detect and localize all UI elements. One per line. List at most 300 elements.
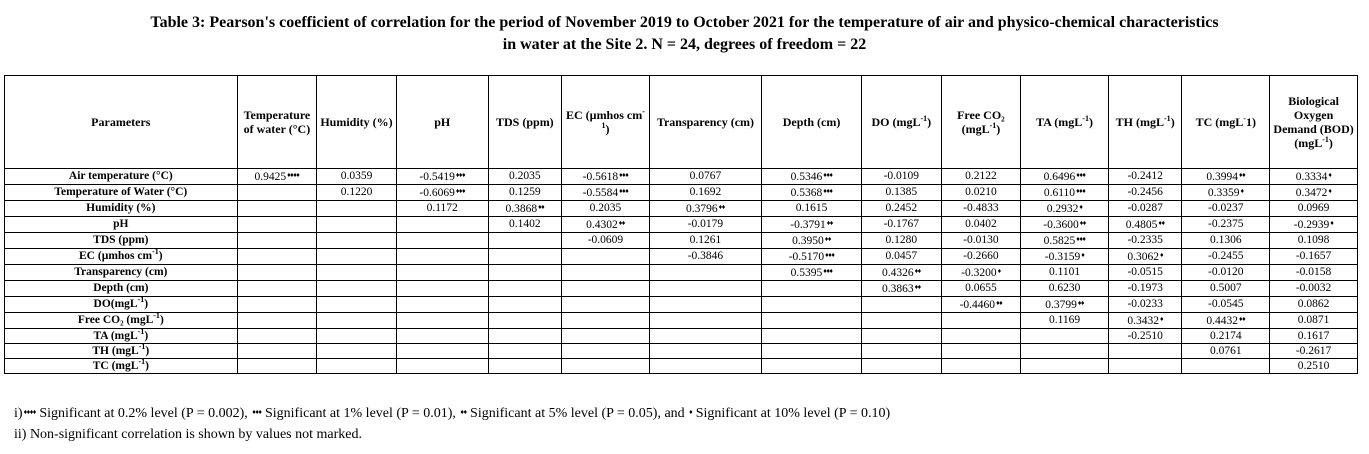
table-cell xyxy=(941,297,1021,313)
cell-value: 0.0655 xyxy=(965,282,997,294)
table-cell xyxy=(317,185,397,201)
table-cell xyxy=(762,169,862,185)
table-cell xyxy=(1108,185,1181,201)
cell-value: 0.3994 xyxy=(1206,171,1239,183)
cell-value: 0.6110 xyxy=(1043,187,1076,199)
table-cell xyxy=(488,344,561,359)
column-header-text: TC (mgL xyxy=(1195,115,1244,129)
table-cell xyxy=(1270,233,1358,249)
cell-value: 0.1101 xyxy=(1048,266,1081,278)
table-cell xyxy=(1270,185,1358,201)
cell-value: 0.0761 xyxy=(1209,344,1242,357)
table-cell xyxy=(862,233,942,249)
cell-value: 0.2452 xyxy=(885,202,918,214)
note-1-text-1: Significant at 1% level (P = 0.01), xyxy=(261,406,460,421)
table-cell xyxy=(488,281,561,297)
row-label xyxy=(5,297,238,313)
cell-value: -0.5584 xyxy=(582,187,619,199)
table-cell xyxy=(649,313,761,329)
significance-marker: ♦ xyxy=(1328,171,1332,179)
table-cell xyxy=(1182,359,1270,374)
table-cell xyxy=(317,169,397,185)
table-cell xyxy=(649,281,761,297)
significance-marker: ♦♦ xyxy=(618,219,625,227)
row-label-text: Transparency (cm) xyxy=(74,266,168,278)
column-header-suffix: 1) xyxy=(1245,115,1256,129)
table-cell xyxy=(1108,201,1181,217)
cell-value: 0.6230 xyxy=(1048,282,1081,294)
table-cell xyxy=(237,265,317,281)
cell-value: -0.1767 xyxy=(883,218,920,230)
table-cell xyxy=(762,344,862,359)
table-cell xyxy=(317,297,397,313)
table-cell xyxy=(488,313,561,329)
column-header-superscript: -1 xyxy=(920,114,928,123)
table-cell xyxy=(941,201,1021,217)
cell-value: 0.3334 xyxy=(1295,171,1328,183)
table-cell xyxy=(237,281,317,297)
table-cell xyxy=(941,233,1021,249)
table-cell xyxy=(1182,313,1270,329)
row-label xyxy=(5,356,238,374)
column-header-text: Depth (cm) xyxy=(782,115,841,129)
column-header-text: EC (µmhos cm xyxy=(565,108,643,122)
cell-value: -0.3600 xyxy=(1043,219,1079,231)
table-cell xyxy=(1182,249,1270,265)
table-cell xyxy=(1182,265,1270,281)
column-header-text: Humidity (%) xyxy=(320,115,393,129)
table-cell xyxy=(562,249,650,265)
column-header-text: Parameters xyxy=(91,115,151,129)
table-cell xyxy=(941,359,1021,374)
row-label-superscript: -1 xyxy=(138,356,146,366)
table-cell xyxy=(762,249,862,265)
cell-value: -0.0120 xyxy=(1208,266,1244,278)
table-row xyxy=(5,297,1358,313)
table-row xyxy=(5,201,1358,217)
table-cell xyxy=(649,233,761,249)
column-header-superscript: -1 xyxy=(1164,114,1171,123)
column-header-superscript: -1 xyxy=(1082,114,1089,123)
table-cell xyxy=(1021,313,1109,329)
significance-marker: ♦♦♦ xyxy=(455,171,466,179)
table-cell xyxy=(237,344,317,359)
significance-marker: ♦♦ xyxy=(914,283,921,291)
table-cell xyxy=(237,233,317,249)
row-label-superscript: -1 xyxy=(137,326,145,336)
table-cell xyxy=(1021,297,1109,313)
table-cell xyxy=(941,169,1021,185)
table-cell xyxy=(488,359,561,374)
cell-value: 0.0969 xyxy=(1297,202,1330,214)
column-header-5 xyxy=(562,76,650,169)
cell-value: -0.2335 xyxy=(1127,234,1163,246)
table-row xyxy=(5,265,1358,281)
row-label-text: Depth (cm) xyxy=(93,282,149,294)
table-cell xyxy=(1270,265,1358,281)
header-row xyxy=(5,76,1358,169)
table-title xyxy=(0,12,1369,56)
table-cell xyxy=(649,344,761,359)
significance-marker: ♦♦♦ xyxy=(1076,187,1086,195)
significance-marker: ♦♦ xyxy=(1079,219,1086,227)
cell-value: -0.2660 xyxy=(963,250,999,262)
cell-value: 0.1692 xyxy=(689,186,722,198)
cell-value: 0.2174 xyxy=(1209,329,1242,342)
table-cell xyxy=(396,201,488,217)
cell-value: 0.5368 xyxy=(790,187,823,199)
column-header-text: TA (mgL xyxy=(1036,115,1083,129)
table-cell xyxy=(396,265,488,281)
table-cell xyxy=(762,217,862,233)
cell-value: 0.2035 xyxy=(589,202,622,214)
row-label xyxy=(5,201,238,217)
table-cell xyxy=(941,217,1021,233)
table-cell xyxy=(649,201,761,217)
table-cell xyxy=(488,217,561,233)
column-header-10 xyxy=(1021,76,1109,169)
table-cell xyxy=(396,185,488,201)
column-header-superscript: -1 xyxy=(989,121,997,130)
table-cell xyxy=(862,297,942,313)
table-cell xyxy=(1270,217,1358,233)
cell-value: 0.4302 xyxy=(586,219,618,231)
note-non-significant: ii) Non-significant correlation is shown by values not marked. xyxy=(14,427,362,442)
table-cell xyxy=(1108,344,1181,359)
table-cell xyxy=(862,249,942,265)
table-cell xyxy=(488,249,561,265)
cell-value: -0.5419 xyxy=(419,171,455,183)
table-row xyxy=(5,313,1358,329)
correlation-table xyxy=(4,75,1358,374)
significance-marker: ♦♦ xyxy=(1077,299,1084,307)
table-cell xyxy=(862,344,942,359)
table-cell xyxy=(1021,249,1109,265)
row-label xyxy=(5,326,238,344)
row-label-text: Temperature of Water (°C) xyxy=(54,186,188,198)
table-cell xyxy=(1182,169,1270,185)
cell-value: 0.5007 xyxy=(1209,282,1242,294)
table-title-line-2: in water at the Site 2. N = 24, degrees of freedom = 22 xyxy=(502,36,867,53)
cell-value: 0.3950 xyxy=(792,235,824,247)
column-header-8 xyxy=(862,76,942,169)
column-header-superscript: -1 xyxy=(601,107,645,130)
table-cell xyxy=(862,217,942,233)
significance-marker: ♦ xyxy=(1328,187,1332,195)
table-cell xyxy=(762,185,862,201)
cell-value: -0.4833 xyxy=(963,202,999,214)
column-header-suffix: ) xyxy=(1088,115,1093,129)
significance-marker: ♦♦♦ xyxy=(619,171,629,179)
table-cell xyxy=(1108,265,1181,281)
column-header-superscript: - xyxy=(1243,114,1246,123)
table-cell xyxy=(1108,217,1181,233)
row-label-text: DO(mgL xyxy=(93,298,138,310)
table-cell xyxy=(1182,281,1270,297)
table-cell xyxy=(862,265,942,281)
table-cell xyxy=(1108,329,1181,344)
cell-value: 0.0871 xyxy=(1297,314,1330,326)
cell-value: -0.0515 xyxy=(1127,266,1163,278)
cell-value: 0.5825 xyxy=(1043,235,1076,247)
table-cell xyxy=(562,297,650,313)
table-notes xyxy=(14,402,890,445)
column-header-3 xyxy=(396,76,488,169)
table-cell xyxy=(562,169,650,185)
table-body xyxy=(5,169,1358,374)
table-cell xyxy=(237,169,317,185)
table-cell xyxy=(1021,359,1109,374)
cell-value: 0.1280 xyxy=(885,234,918,246)
significance-marker: ♦♦♦ xyxy=(823,171,833,179)
table-cell xyxy=(562,265,650,281)
cell-value: 0.5346 xyxy=(790,171,823,183)
column-header-suffix: ) xyxy=(996,122,1001,136)
table-cell xyxy=(762,313,862,329)
column-header-2 xyxy=(317,76,397,169)
column-header-superscript: -1 xyxy=(1322,135,1329,144)
cell-value: -0.6069 xyxy=(419,187,455,199)
significance-marker: ♦ xyxy=(1159,315,1164,323)
table-cell xyxy=(649,265,761,281)
cell-value: 0.2510 xyxy=(1297,359,1330,372)
table-cell xyxy=(1108,169,1181,185)
table-cell xyxy=(762,281,862,297)
row-label xyxy=(5,185,238,201)
significance-marker: ♦♦ xyxy=(826,219,833,227)
row-label-superscript: -1 xyxy=(152,247,159,257)
cell-value: -0.3846 xyxy=(687,250,724,262)
table-cell xyxy=(317,249,397,265)
table-cell xyxy=(317,265,397,281)
row-label-text: Free CO₂ (mgL xyxy=(77,314,154,326)
table-cell xyxy=(649,217,761,233)
cell-value: -0.0158 xyxy=(1295,266,1332,278)
table-cell xyxy=(649,359,761,374)
table-cell xyxy=(1021,281,1109,297)
table-cell xyxy=(1021,185,1109,201)
row-label-text: Air temperature (°C) xyxy=(68,170,173,182)
table-cell xyxy=(237,201,317,217)
table-cell xyxy=(941,313,1021,329)
cell-value: 0.1385 xyxy=(885,186,918,198)
column-header-suffix: ) xyxy=(1328,136,1333,150)
cell-value: -0.5618 xyxy=(582,171,619,183)
table-cell xyxy=(1108,249,1181,265)
significance-marker: ♦♦♦ xyxy=(1076,235,1086,243)
note-1-prefix: i) xyxy=(14,406,23,421)
cell-value: -0.3791 xyxy=(790,219,826,231)
table-cell xyxy=(488,329,561,344)
table-cell xyxy=(562,329,650,344)
table-cell xyxy=(237,329,317,344)
table-title-line-1: Table 3: Pearson's coefficient of correlation for the period of November 2019 to October 2021 for the temperature of air and physico-chemical characteristics xyxy=(150,14,1219,31)
table-cell xyxy=(1270,297,1358,313)
cell-value: -0.0545 xyxy=(1208,298,1244,310)
cell-value: -0.1657 xyxy=(1295,250,1332,262)
cell-value: -0.0179 xyxy=(687,218,724,230)
table-cell xyxy=(1270,313,1358,329)
table-cell xyxy=(762,233,862,249)
table-cell xyxy=(941,185,1021,201)
cell-value: 0.3472 xyxy=(1295,187,1328,199)
cell-value: -0.2455 xyxy=(1208,250,1244,262)
row-label-suffix: ) xyxy=(159,314,164,326)
row-label xyxy=(5,313,238,329)
column-header-1 xyxy=(237,76,317,169)
significance-marker: ♦♦♦ xyxy=(823,187,833,195)
table-cell xyxy=(1021,169,1109,185)
table-cell xyxy=(649,329,761,344)
significance-marker: ♦♦♦ xyxy=(1076,171,1086,179)
row-label xyxy=(5,169,238,185)
table-cell xyxy=(488,297,561,313)
table-cell xyxy=(649,297,761,313)
column-header-text: Transparency (cm) xyxy=(656,115,755,129)
cell-value: 0.1402 xyxy=(509,218,541,230)
table-cell xyxy=(1108,281,1181,297)
cell-value: 0.4805 xyxy=(1125,219,1158,231)
cell-value: 0.1617 xyxy=(1297,329,1330,342)
cell-value: -0.2510 xyxy=(1127,329,1163,342)
table-cell xyxy=(1021,329,1109,344)
table-cell xyxy=(562,359,650,374)
cell-value: 0.1169 xyxy=(1048,314,1081,326)
row-label-superscript: -1 xyxy=(138,341,146,351)
table-cell xyxy=(396,249,488,265)
cell-value: -0.4460 xyxy=(959,299,996,311)
significance-marker: ♦ xyxy=(1240,187,1244,195)
column-header-12 xyxy=(1182,76,1270,169)
cell-value: -0.0287 xyxy=(1127,202,1163,214)
significance-marker: ♦♦ xyxy=(996,299,1003,307)
significance-marker: ♦ xyxy=(1330,219,1334,227)
cell-value: 0.3062 xyxy=(1127,251,1159,263)
cell-value: 0.1172 xyxy=(426,202,458,214)
column-header-text: Free CO₂ (mgL xyxy=(957,108,1005,136)
cell-value: -0.0109 xyxy=(883,170,920,182)
significance-marker: ♦ xyxy=(1159,251,1164,259)
column-header-4 xyxy=(488,76,561,169)
column-header-text: Temperature of water (°C) xyxy=(243,108,311,136)
table-row xyxy=(5,217,1358,233)
note-1-text-0-2: Significant at 0.2% level (P = 0.002), xyxy=(35,406,252,421)
table-cell xyxy=(562,185,650,201)
table-cell xyxy=(762,265,862,281)
table-cell xyxy=(941,329,1021,344)
table-cell xyxy=(1270,281,1358,297)
row-label xyxy=(5,217,238,233)
table-cell xyxy=(649,185,761,201)
table-cell xyxy=(862,329,942,344)
table-cell xyxy=(237,359,317,374)
cell-value: 0.3799 xyxy=(1045,299,1077,311)
table-cell xyxy=(1270,249,1358,265)
column-header-text: TH (mgL xyxy=(1115,115,1165,129)
cell-value: 0.1259 xyxy=(509,186,541,198)
significance-marker: ♦♦ xyxy=(914,267,921,275)
cell-value: 0.5395 xyxy=(790,267,823,279)
table-cell xyxy=(862,185,942,201)
table-cell xyxy=(562,233,650,249)
column-header-9 xyxy=(941,76,1021,169)
table-cell xyxy=(941,265,1021,281)
row-label-text: EC (µmhos cm xyxy=(79,250,153,262)
table-cell xyxy=(396,281,488,297)
table-row xyxy=(5,185,1358,201)
significance-marker: ♦ xyxy=(1079,203,1083,211)
cell-value: 0.3868 xyxy=(505,203,538,215)
cell-value: 0.0767 xyxy=(689,170,722,182)
cell-value: -0.0609 xyxy=(587,234,624,246)
table-cell xyxy=(396,297,488,313)
table-row xyxy=(5,169,1358,185)
table-cell xyxy=(1108,233,1181,249)
cell-value: -0.2412 xyxy=(1127,170,1163,182)
table-cell xyxy=(562,313,650,329)
cell-value: 0.2035 xyxy=(509,170,541,182)
table-cell xyxy=(396,344,488,359)
table-cell xyxy=(317,217,397,233)
row-label-text: Humidity (%) xyxy=(86,202,156,214)
significance-marker: ♦♦ xyxy=(824,235,831,243)
table-cell xyxy=(1108,297,1181,313)
significance-marker: ♦♦♦ xyxy=(823,267,833,275)
cell-value: 0.3359 xyxy=(1207,187,1240,199)
cell-value: -0.2617 xyxy=(1295,344,1332,357)
table-cell xyxy=(317,201,397,217)
table-cell xyxy=(396,233,488,249)
cell-value: 0.6496 xyxy=(1043,171,1076,183)
table-cell xyxy=(488,169,561,185)
marker-0-2-percent: ♦♦♦♦ xyxy=(23,408,36,416)
column-header-0 xyxy=(5,76,238,169)
table-cell xyxy=(941,281,1021,297)
table-cell xyxy=(317,313,397,329)
table-cell xyxy=(1021,233,1109,249)
significance-marker: ♦♦ xyxy=(718,203,725,211)
cell-value: -0.2456 xyxy=(1127,186,1163,198)
table-cell xyxy=(1270,344,1358,359)
table-cell xyxy=(488,201,561,217)
table-cell xyxy=(1182,344,1270,359)
table-cell xyxy=(396,169,488,185)
table-cell xyxy=(1270,169,1358,185)
table-cell xyxy=(396,359,488,374)
column-header-11 xyxy=(1108,76,1181,169)
cell-value: 0.1220 xyxy=(340,186,373,198)
table-cell xyxy=(237,217,317,233)
table-row xyxy=(5,249,1358,265)
table-cell xyxy=(396,217,488,233)
table-cell xyxy=(1182,201,1270,217)
row-label-text: TC (mgL xyxy=(92,359,139,372)
cell-value: 0.0359 xyxy=(340,170,373,182)
table-row xyxy=(5,233,1358,249)
cell-value: 0.4326 xyxy=(881,267,914,279)
row-label-suffix: ) xyxy=(158,250,163,262)
cell-value: 0.0210 xyxy=(965,186,997,198)
table-cell xyxy=(488,233,561,249)
significance-marker: ♦♦ xyxy=(1239,315,1246,323)
row-label-text: TH (mgL xyxy=(92,344,139,357)
table-cell xyxy=(762,297,862,313)
column-header-text: DO (mgL xyxy=(871,115,921,129)
table-cell xyxy=(1270,201,1358,217)
significance-marker: ♦ xyxy=(997,267,1001,275)
table-cell xyxy=(237,297,317,313)
table-row xyxy=(5,329,1358,344)
